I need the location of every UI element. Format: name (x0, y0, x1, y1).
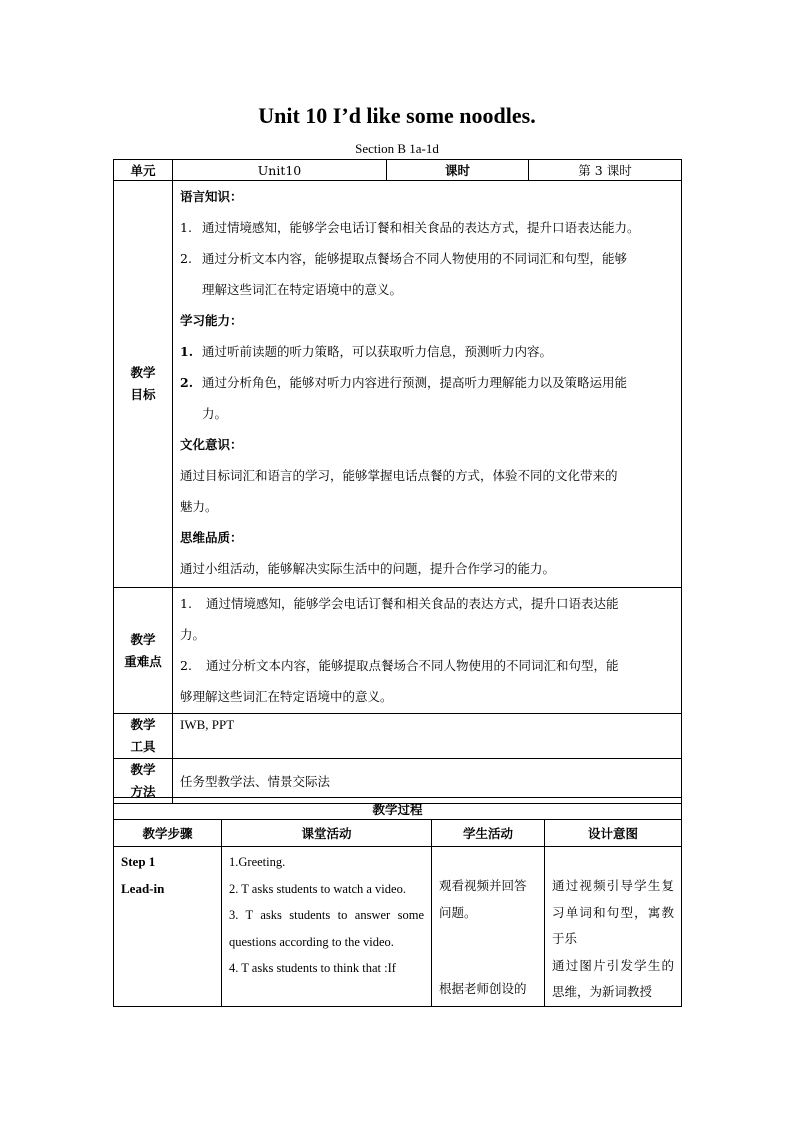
key-point-1: 1. 通过情境感知，能够学会电话订餐和相关食品的表达方式，提升口语表达能 (180, 596, 619, 611)
ability-item-2: 2. 通过分析角色，能够对听力内容进行预测，提高听力理解能力以及策略运用能 (180, 375, 628, 390)
key-points-label-bottom: 重难点 (124, 653, 162, 669)
intent-cell (545, 847, 682, 1007)
tools-label (114, 714, 173, 759)
lesson-label: 课时 (387, 160, 529, 181)
culture-heading: 文化意识： (180, 437, 243, 452)
key-points-row (114, 588, 682, 714)
culture-text-1: 通过目标词汇和语言的学习，能够掌握电话点餐的方式，体验不同的文化带来的 (180, 468, 618, 483)
methods-label-top: 教学 (130, 762, 156, 777)
tools-value: IWB, PPT (173, 714, 682, 759)
tools-label-bottom: 工具 (130, 739, 156, 754)
activity-2: 2. T asks students to watch a video. (229, 881, 406, 896)
key-points-label (114, 588, 173, 714)
objectives-content (173, 181, 682, 588)
key-point-2-cont: 够理解这些词汇在特定语境中的意义。 (180, 689, 393, 704)
student-activity-1: 观看视频并回答问题。 (439, 878, 527, 920)
tools-row (114, 714, 682, 759)
language-heading: 语言知识： (180, 189, 243, 204)
unit-value: Unit10 (173, 160, 387, 181)
ability-item-2-cont: 力。 (202, 406, 228, 421)
step-title: Step 1 (121, 854, 156, 869)
language-item-2-cont: 理解这些词汇在特定语境中的意义。 (202, 282, 403, 297)
ability-item-1: 1. 通过听前读题的听力策略，可以获取听力信息，预测听力内容。 (180, 344, 553, 359)
activity-3: 3. T asks students to answer some questions according to the video. (229, 908, 424, 949)
intent-1: 通过视频引导学生复习单词和句型，寓教于乐 (552, 878, 675, 946)
step-cell (114, 847, 222, 1007)
methods-label-bottom: 方法 (130, 784, 156, 799)
column-header-step: 教学步骤 (114, 820, 222, 847)
process-table (113, 797, 682, 1007)
column-header-activity: 课堂活动 (222, 820, 432, 847)
thinking-heading: 思维品质： (180, 530, 243, 545)
activity-1: 1.Greeting. (229, 855, 286, 869)
language-item-2: 2. 通过分析文本内容，能够提取点餐场合不同人物使用的不同词汇和句型，能够 (180, 251, 628, 266)
tools-label-top: 教学 (130, 717, 156, 732)
objectives-label (114, 181, 173, 588)
intent-2: 通过图片引发学生的思维，为新词教授 (552, 957, 675, 999)
activity-4: 4. T asks students to think that :If (229, 961, 396, 975)
process-step-row (114, 847, 682, 1007)
lesson-plan-table (113, 159, 682, 804)
objectives-label-top: 教学 (130, 365, 156, 380)
page-title: Unit 10 I’d like some noodles. (258, 103, 536, 128)
process-header-row (114, 820, 682, 847)
methods-value: 任务型教学法、情景交际法 (173, 759, 682, 804)
unit-row (114, 160, 682, 181)
student-activity-2: 根据老师创设的 (439, 981, 527, 996)
ability-heading: 学习能力： (180, 313, 243, 328)
column-header-student: 学生活动 (432, 820, 545, 847)
student-cell (432, 847, 545, 1007)
key-points-content (173, 588, 682, 714)
column-header-intent: 设计意图 (545, 820, 682, 847)
thinking-text: 通过小组活动，能够解决实际生活中的问题，提升合作学习的能力。 (180, 561, 556, 576)
page-subtitle: Section B 1a-1d (355, 141, 439, 156)
culture-text-2: 魅力。 (180, 499, 218, 514)
objectives-row (114, 181, 682, 588)
key-points-label-top: 教学 (130, 631, 156, 647)
process-heading: 教学过程 (114, 798, 682, 820)
unit-label: 单元 (114, 160, 173, 181)
key-point-1-cont: 力。 (180, 627, 206, 642)
key-point-2: 2. 通过分析文本内容，能够提取点餐场合不同人物使用的不同词汇和句型，能 (180, 658, 619, 673)
step-name: Lead-in (121, 880, 165, 896)
language-item-1: 1. 通过情境感知，能够学会电话订餐和相关食品的表达方式，提升口语表达能力。 (180, 220, 640, 235)
activity-cell (222, 847, 432, 1007)
lesson-value: 第 3 课时 (529, 160, 682, 181)
process-heading-row (114, 798, 682, 820)
objectives-label-bottom: 目标 (130, 387, 156, 402)
